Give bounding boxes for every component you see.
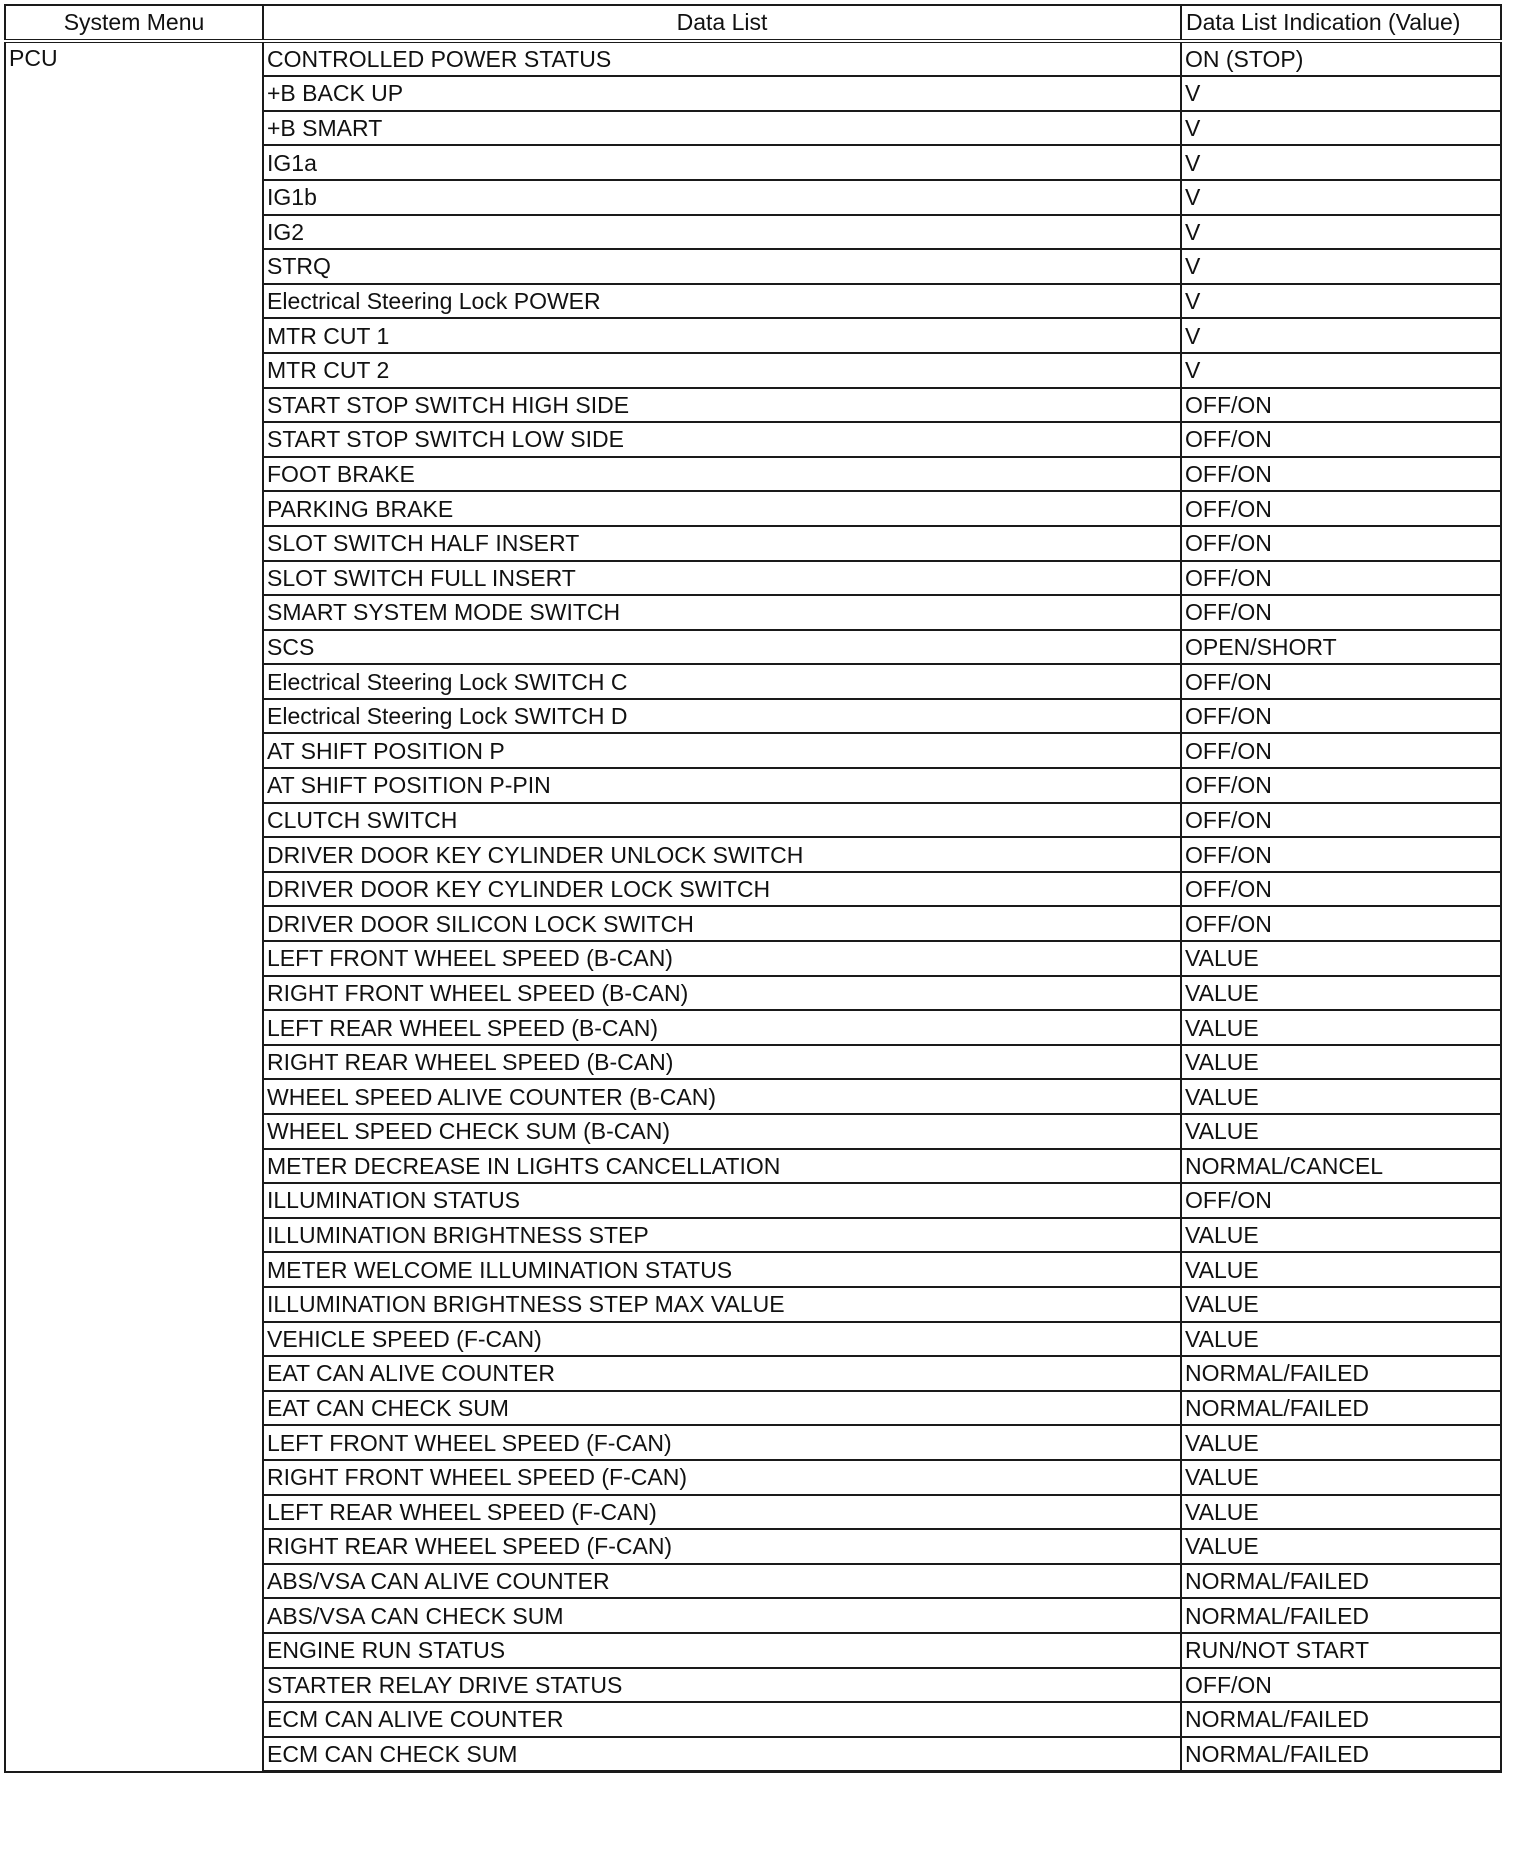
data-list-item: IG2 [263,215,1181,250]
data-list-value: OFF/ON [1181,1183,1501,1218]
header-row [5,5,1501,41]
data-list-item: EAT CAN CHECK SUM [263,1391,1181,1426]
data-list-item: STRQ [263,249,1181,284]
data-list-item: RIGHT REAR WHEEL SPEED (F-CAN) [263,1529,1181,1564]
data-list-value: VALUE [1181,976,1501,1011]
data-list-item: ILLUMINATION BRIGHTNESS STEP MAX VALUE [263,1287,1181,1322]
system-menu-cell: PCU [5,41,263,1772]
data-list-item: ILLUMINATION BRIGHTNESS STEP [263,1218,1181,1253]
data-list-value: VALUE [1181,1425,1501,1460]
data-list-item: Electrical Steering Lock SWITCH D [263,699,1181,734]
header-data-list: Data List [263,5,1181,41]
data-list-value: OFF/ON [1181,422,1501,457]
data-list-value: OFF/ON [1181,491,1501,526]
data-list-item: VEHICLE SPEED (F-CAN) [263,1322,1181,1357]
data-list-value: OFF/ON [1181,699,1501,734]
data-list-value: OFF/ON [1181,906,1501,941]
data-list-item: ILLUMINATION STATUS [263,1183,1181,1218]
data-list-item: EAT CAN ALIVE COUNTER [263,1356,1181,1391]
data-list-value: VALUE [1181,1010,1501,1045]
data-list-value: VALUE [1181,1079,1501,1114]
data-list-item: DRIVER DOOR KEY CYLINDER LOCK SWITCH [263,872,1181,907]
data-list-item: RIGHT REAR WHEEL SPEED (B-CAN) [263,1045,1181,1080]
data-list-table [4,4,1502,1773]
data-list-value: VALUE [1181,1114,1501,1149]
data-list-value: OFF/ON [1181,837,1501,872]
data-list-item: AT SHIFT POSITION P-PIN [263,768,1181,803]
data-list-value: OFF/ON [1181,561,1501,596]
data-list-item: METER WELCOME ILLUMINATION STATUS [263,1252,1181,1287]
data-list-item: DRIVER DOOR SILICON LOCK SWITCH [263,906,1181,941]
data-list-item: ECM CAN CHECK SUM [263,1737,1181,1772]
data-list-value: NORMAL/FAILED [1181,1598,1501,1633]
data-list-value: OFF/ON [1181,388,1501,423]
data-list-item: WHEEL SPEED ALIVE COUNTER (B-CAN) [263,1079,1181,1114]
data-list-value: RUN/NOT START [1181,1633,1501,1668]
data-list-value: ON (STOP) [1181,41,1501,77]
data-list-value: NORMAL/FAILED [1181,1564,1501,1599]
data-list-value: OFF/ON [1181,595,1501,630]
data-list-value: V [1181,249,1501,284]
data-list-value: OFF/ON [1181,768,1501,803]
data-list-value: OFF/ON [1181,733,1501,768]
data-list-item: RIGHT FRONT WHEEL SPEED (B-CAN) [263,976,1181,1011]
data-list-value: V [1181,111,1501,146]
data-list-value: OFF/ON [1181,803,1501,838]
data-list-value: VALUE [1181,1287,1501,1322]
data-list-value: VALUE [1181,1529,1501,1564]
data-list-value: VALUE [1181,941,1501,976]
data-list-value: NORMAL/FAILED [1181,1702,1501,1737]
data-list-item: SMART SYSTEM MODE SWITCH [263,595,1181,630]
header-indication: Data List Indication (Value) [1181,5,1501,41]
data-list-value: V [1181,284,1501,319]
data-list-value: V [1181,318,1501,353]
data-list-item: LEFT FRONT WHEEL SPEED (F-CAN) [263,1425,1181,1460]
data-list-item: START STOP SWITCH LOW SIDE [263,422,1181,457]
data-list-value: OFF/ON [1181,872,1501,907]
data-list-value: VALUE [1181,1252,1501,1287]
data-list-item: IG1b [263,180,1181,215]
data-list-value: NORMAL/CANCEL [1181,1149,1501,1184]
data-list-value: NORMAL/FAILED [1181,1737,1501,1772]
data-list-value: VALUE [1181,1218,1501,1253]
data-list-item: IG1a [263,145,1181,180]
data-list-value: OFF/ON [1181,1668,1501,1703]
data-list-value: VALUE [1181,1460,1501,1495]
data-list-value: OFF/ON [1181,526,1501,561]
table-body [5,41,1501,1772]
data-list-item: METER DECREASE IN LIGHTS CANCELLATION [263,1149,1181,1184]
data-list-value: NORMAL/FAILED [1181,1391,1501,1426]
data-list-value: V [1181,180,1501,215]
data-list-value: VALUE [1181,1045,1501,1080]
data-list-item: Electrical Steering Lock POWER [263,284,1181,319]
data-list-item: LEFT REAR WHEEL SPEED (B-CAN) [263,1010,1181,1045]
data-list-item: SCS [263,630,1181,665]
data-list-value: V [1181,215,1501,250]
data-list-value: V [1181,353,1501,388]
data-list-value: OFF/ON [1181,664,1501,699]
data-list-value: OFF/ON [1181,457,1501,492]
data-list-item: ECM CAN ALIVE COUNTER [263,1702,1181,1737]
data-list-value: NORMAL/FAILED [1181,1356,1501,1391]
data-list-item: CLUTCH SWITCH [263,803,1181,838]
data-list-item: +B SMART [263,111,1181,146]
data-list-item: LEFT FRONT WHEEL SPEED (B-CAN) [263,941,1181,976]
data-list-item: WHEEL SPEED CHECK SUM (B-CAN) [263,1114,1181,1149]
data-list-item: Electrical Steering Lock SWITCH C [263,664,1181,699]
data-list-item: PARKING BRAKE [263,491,1181,526]
data-list-item: AT SHIFT POSITION P [263,733,1181,768]
data-list-item: SLOT SWITCH HALF INSERT [263,526,1181,561]
data-list-value: VALUE [1181,1322,1501,1357]
data-list-item: LEFT REAR WHEEL SPEED (F-CAN) [263,1495,1181,1530]
data-list-item: +B BACK UP [263,76,1181,111]
data-list-item: DRIVER DOOR KEY CYLINDER UNLOCK SWITCH [263,837,1181,872]
data-list-item: SLOT SWITCH FULL INSERT [263,561,1181,596]
data-list-item: ABS/VSA CAN ALIVE COUNTER [263,1564,1181,1599]
data-list-value: VALUE [1181,1495,1501,1530]
data-list-value: V [1181,145,1501,180]
data-list-item: MTR CUT 2 [263,353,1181,388]
data-list-item: CONTROLLED POWER STATUS [263,41,1181,77]
data-list-value: OPEN/SHORT [1181,630,1501,665]
table-row [5,41,1501,77]
data-list-item: START STOP SWITCH HIGH SIDE [263,388,1181,423]
data-list-item: FOOT BRAKE [263,457,1181,492]
data-list-value: V [1181,76,1501,111]
data-list-item: ABS/VSA CAN CHECK SUM [263,1598,1181,1633]
data-list-item: RIGHT FRONT WHEEL SPEED (F-CAN) [263,1460,1181,1495]
data-list-item: STARTER RELAY DRIVE STATUS [263,1668,1181,1703]
data-list-item: MTR CUT 1 [263,318,1181,353]
data-list-sheet [4,4,1500,1864]
header-system-menu: System Menu [5,5,263,41]
data-list-item: ENGINE RUN STATUS [263,1633,1181,1668]
